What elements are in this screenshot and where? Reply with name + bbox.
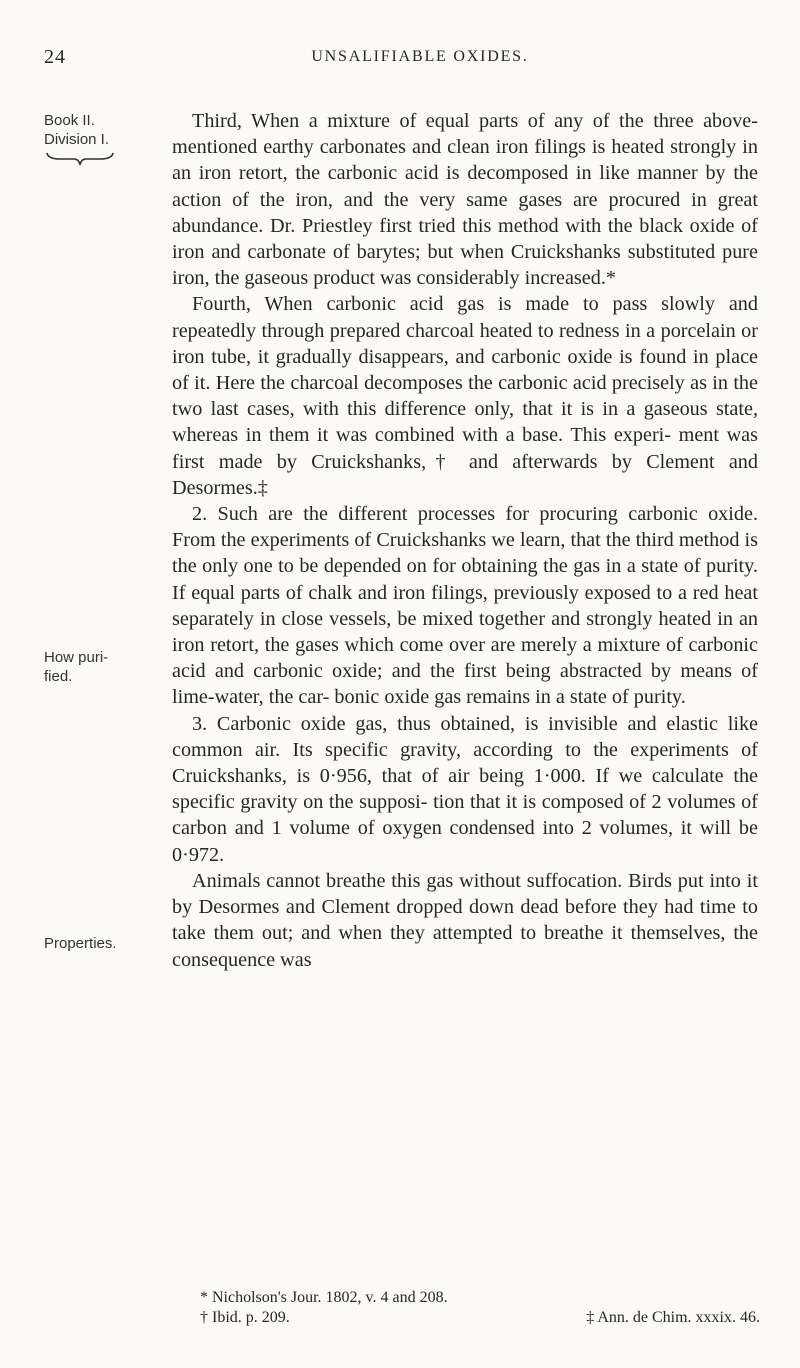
- brace-icon: [44, 151, 116, 167]
- margin-note-properties: Properties.: [44, 935, 117, 952]
- body-text: [172, 108, 758, 973]
- footnote-star: * Nicholson's Jour. 1802, v. 4 and 208.: [200, 1289, 448, 1306]
- footnote-dagger: † Ibid. p. 209.: [200, 1309, 290, 1326]
- footnote-row: [200, 1308, 760, 1328]
- paragraph-purification: 2. Such are the different processes for procuring carbonic oxide. From the experiments of Cruickshanks we learn, that the third method is the only one to be depended on for obtaining the gas in a state of purity. If equal parts of chalk and iron filings, previously exposed to a red heat separately in close vessels, be mixed together and strongly heated in an iron retort, the gases which come over are merely a mixture of carbonic acid and carbonic oxide; and the first being abstracted by means of lime-water, the car- bonic oxide gas remains in a state of purity.: [172, 503, 758, 709]
- margin-note-purified: How puri- fied.: [44, 649, 109, 685]
- footnote-double-dagger: ‡ Ann. de Chim. xxxix. 46.: [586, 1309, 760, 1326]
- page-number: 24: [44, 46, 66, 68]
- margin-note-book-label: Book II.: [44, 112, 95, 129]
- paragraph-fourth-method: Fourth, When carbonic acid gas is made to pass slowly and repeatedly through prepared charcoal heated to redness in a porcelain or iron tube, it gradually disappears, and carbonic oxide is found in place of it. Here the charcoal decomposes the carbonic acid precisely as in the two last cases, with this difference only, that it is in a gaseous state, whereas in them it was combined with a base. This experi- ment was first made by Cruickshanks,† and afterwards by Clement and Desormes.‡: [172, 293, 758, 499]
- margin-note-book: [44, 111, 164, 167]
- paragraph-animals: Animals cannot breathe this gas without suffocation. Birds put into it by Desormes and Clement dropped down dead before they had time to take them out; and when they attempted to breathe it themselves, the consequence was: [172, 869, 758, 971]
- footnotes: [200, 1288, 760, 1328]
- paragraph-properties: 3. Carbonic oxide gas, thus obtained, is invisible and elastic like common air. Its specific gravity, according to the experiments of Cruickshanks, is 0·956, that of air being 1·000. If we calculate the specific gravity on the supposi- tion that it is composed of 2 volumes of carbon and 1 volume of oxygen condensed into 2 volumes, it will be 0·972.: [172, 712, 758, 866]
- margin-note-division-label: Division I.: [44, 131, 110, 148]
- paragraph-third-method: Third, When a mixture of equal parts of any of the three above-mentioned earthy carbonates and clean iron filings is heated strongly in an iron retort, the carbonic acid is decomposed in like manner by the action of the iron, and the very same gases are procured in great abundance. Dr. Priestley first tried this method with the black oxide of iron and carbonate of barytes; but when Cruickshanks substituted pure iron, the gaseous product was considerably increased.*: [172, 110, 758, 290]
- running-head: UNSALIFIABLE OXIDES.: [311, 48, 529, 65]
